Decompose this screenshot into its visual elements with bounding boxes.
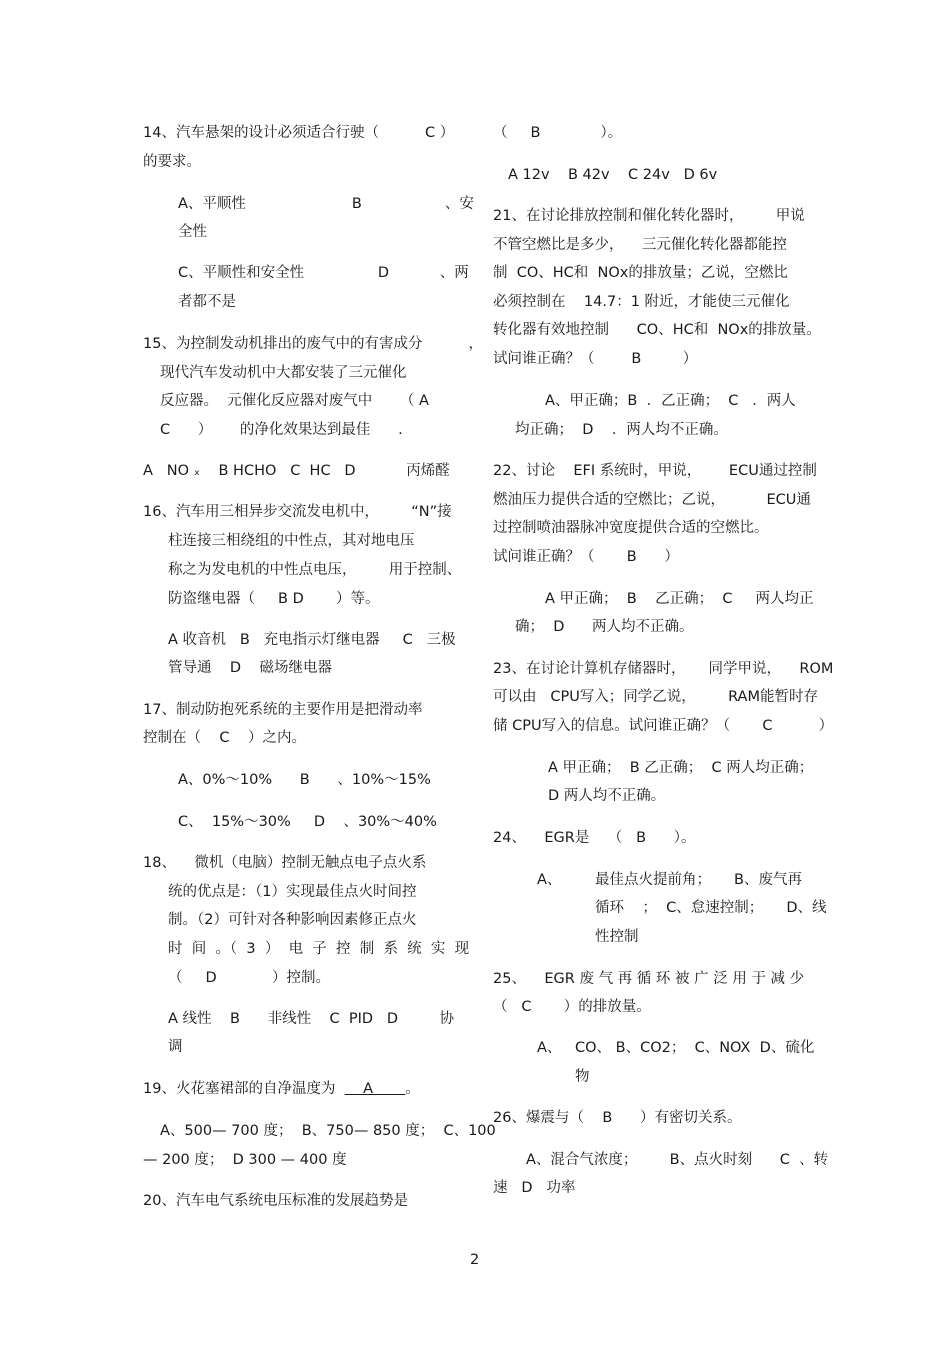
q26-options: A、混合气浓度； B、点火时刻 C 、转 — [526, 1152, 829, 1168]
q15-stem: 现代汽车发动机中大都安装了三元催化 — [160, 365, 407, 381]
q16-stem: 称之为发电机的中性点电压， 用于控制、 — [168, 562, 462, 578]
q23-stem: 储 CPU写入的信息。试问谁正确？（ C ） — [493, 718, 834, 734]
q23-stem: 23、在讨论计算机存储器时， 同学甲说， ROM — [493, 661, 834, 677]
q23-options: A 甲正确； B 乙正确； C 两人均正确； — [548, 760, 814, 776]
q22-stem: 燃油压力提供合适的空燃比；乙说， ECU通 — [493, 492, 811, 508]
q14-options: A、平顺性 B 、安 — [178, 196, 474, 212]
q18-options: A 线性 B 非线性 C PID D 协 — [168, 1011, 455, 1027]
q16-options: A 收音机 B 充电指示灯继电器 C 三极 — [168, 632, 456, 648]
q24-options: 最佳点火提前角； B、废气再 — [595, 872, 802, 888]
q26-stem: 26、爆震与（ B ）有密切关系。 — [493, 1110, 742, 1126]
q23-options: D 两人均不正确。 — [548, 788, 666, 804]
q14-stem: 的要求。 — [143, 154, 201, 170]
q24-options: 性控制 — [595, 929, 639, 945]
q22-stem: 22、讨论 EFI 系统时，甲说， ECU通过控制 — [493, 463, 817, 479]
q17-stem: 控制在（ C ）之内。 — [143, 730, 306, 746]
q18-stem: 18、 微机（电脑）控制无触点电子点火系 — [143, 855, 427, 871]
q25-stem: 25、 EGR 废 气 再 循 环 被 广 泛 用 于 减 少 — [493, 971, 805, 987]
q19-stem: 19、火花塞裙部的自净温度为 A 。 — [143, 1081, 420, 1097]
q20-stem: （ B ）。 — [493, 125, 623, 141]
q16-stem: 16、汽车用三相异步交流发电机中， “N”接 — [143, 504, 452, 520]
q24-options: A、 — [537, 872, 562, 888]
q19-answer-blank: A — [344, 1081, 392, 1097]
q21-stem: 转化器有效地控制 CO、HC和 NOx的排放量。 — [493, 322, 821, 338]
q19-options: — 200 度； D 300 — 400 度 — [143, 1152, 347, 1168]
q18-stem: （ D ）控制。 — [168, 970, 331, 986]
q22-options: 确； D 两人均不正确。 — [515, 619, 694, 635]
q17-options: C、 15%～30% D 、30%～40% — [178, 814, 437, 830]
q21-options: A、甲正确；B ．乙正确； C ．两人 — [545, 393, 796, 409]
q21-stem: 必须控制在 14.7：1 附近，才能使三元催化 — [493, 294, 790, 310]
q21-options: 均正确； D ．两人均不正确。 — [515, 422, 728, 438]
q21-stem: 试问谁正确？（ B ） — [493, 351, 698, 367]
q20-options: A 12v B 42v C 24v D 6v — [508, 167, 718, 183]
q20-stem: 20、汽车电气系统电压标准的发展趋势是 — [143, 1193, 408, 1209]
q16-stem: 防盗继电器（ B D ）等。 — [168, 591, 380, 607]
q21-stem: 不管空燃比是多少， 三元催化转化器都能控 — [493, 237, 787, 253]
q15-stem: 15、为控制发动机排出的废气中的有害成分 ， — [143, 336, 484, 352]
q14-options: 者都不是 — [178, 294, 236, 310]
q18-stem: 统的优点是：（1）实现最佳点火时间控 — [168, 884, 417, 900]
q25-stem: （ C ）的排放量。 — [493, 999, 651, 1015]
q25-options: CO、 B、CO2； C、NOX D、硫化 — [575, 1040, 815, 1056]
q22-stem: 试问谁正确？（ B ） — [493, 549, 679, 565]
q23-stem: 可以由 CPU写入；同学乙说， RAM能暂时存 — [493, 689, 818, 705]
q26-options: 速 D 功率 — [493, 1180, 576, 1196]
q15-stem: 反应器。 元催化反应器对废气中 （ A — [160, 393, 429, 409]
q15-options: A NO ₓ B HCHO C HC D 丙烯醛 — [143, 463, 450, 479]
q22-stem: 过控制喷油器脉冲宽度提供合适的空燃比。 — [493, 520, 769, 536]
q16-options: 管导通 D 磁场继电器 — [168, 660, 333, 676]
q21-stem: 制 CO、HC和 NOx的排放量；乙说，空燃比 — [493, 265, 788, 281]
q18-stem: 时 间 。（ 3 ） 电 子 控 制 系 统 实 现 — [168, 941, 470, 957]
q17-stem: 17、制动防抱死系统的主要作用是把滑动率 — [143, 702, 423, 718]
q25-options: 物 — [575, 1069, 590, 1085]
page-number: 2 — [470, 1252, 480, 1268]
q15-stem: C ） 的净化效果达到最佳 . — [160, 422, 403, 438]
q18-stem: 制。（2）可针对各种影响因素修正点火 — [168, 912, 417, 928]
q21-stem: 21、在讨论排放控制和催化转化器时， 甲说 — [493, 208, 805, 224]
q24-options: 循环 ； C、怠速控制； D、线 — [595, 900, 827, 916]
q17-options: A、0%～10% B 、10%～15% — [178, 772, 431, 788]
q22-options: A 甲正确； B 乙正确； C 两人均正 — [545, 591, 814, 607]
q16-stem: 柱连接三相绕组的中性点，其对地电压 — [168, 533, 415, 549]
q25-options: A、 — [537, 1040, 562, 1056]
q14-stem: 14、汽车悬架的设计必须适合行驶（ C ） — [143, 125, 455, 141]
q18-options: 调 — [168, 1039, 183, 1055]
q19-options: A、500— 700 度； B、750— 850 度； C、100 — [160, 1123, 496, 1139]
q14-options: 全性 — [178, 224, 207, 240]
q14-options: C、平顺性和安全性 D 、两 — [178, 265, 469, 281]
q24-stem: 24、 EGR是 （ B ）。 — [493, 830, 696, 846]
